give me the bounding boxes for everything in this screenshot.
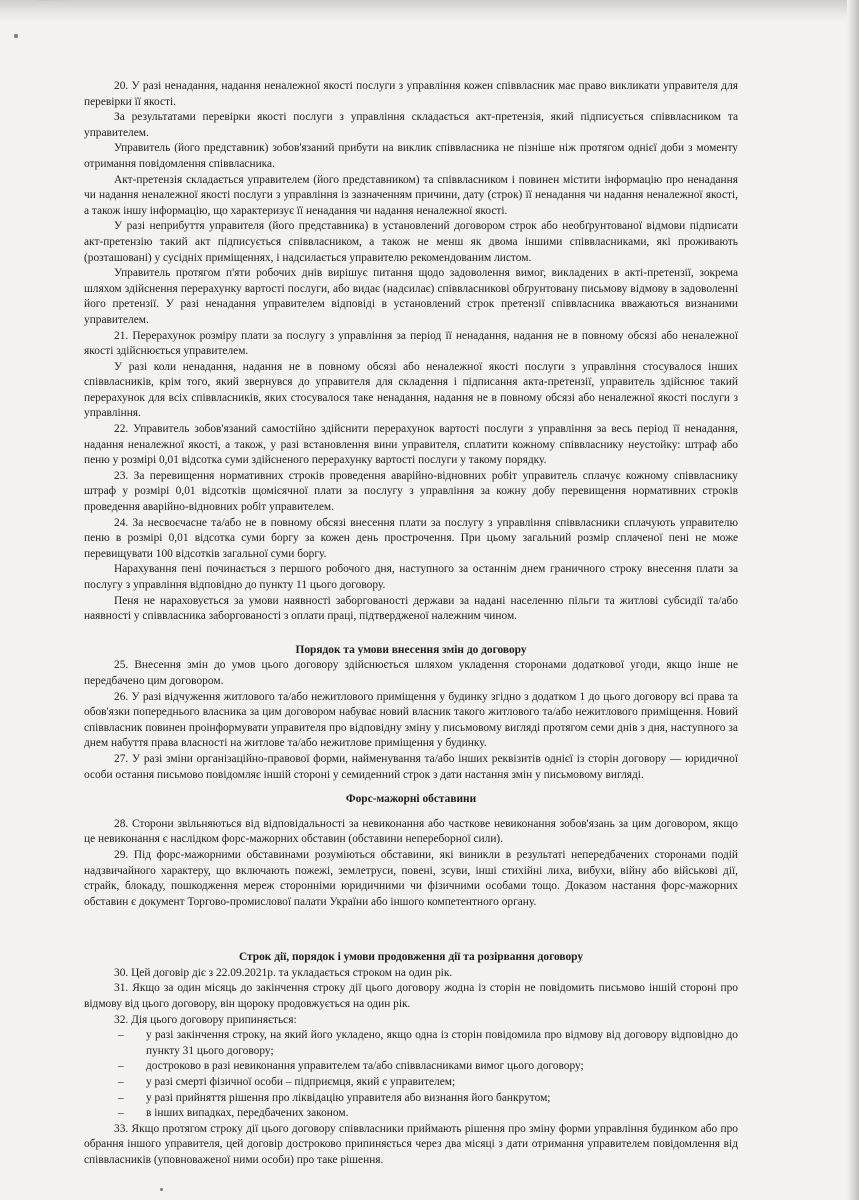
- list-item: – достроково в разі невиконання управителем та/або співвласниками вимог цього договору;: [118, 1059, 738, 1075]
- paragraph-23: 23. За перевищення нормативних строків проведення аварійно-відновних робіт управитель сплачує кожному співвласнику штраф у розмірі 0,01 відсотків щомісячної плати за послугу з управління за кожну добу перевищення нормативних строків проведення аварійно-відновних робіт управителем.: [84, 469, 738, 514]
- termination-list: [84, 1028, 738, 1122]
- paragraph-20: 20. У разі ненадання, надання неналежної якості послуги з управління кожен співвласник має право викликати управителя для перевірки її якості.: [84, 80, 738, 108]
- list-item: – в інших випадках, передбачених законом.: [118, 1106, 738, 1122]
- paragraph: У разі коли ненадання, надання не в повному обсязі або неналежної якості послуги з управління стосувалося інших співвласників, крім того, який звернувся до управителя для складення і підписання акта-претензії, управитель здійснює такий перерахунок для всіх співвласників, яких стосувалося таке ненадання, надання не в повному обсязі або неналежної якості послуги з управління.: [84, 360, 738, 420]
- paragraph-28: 28. Сторони звільняються від відповідальності за невиконання або часткове невиконання зобов'язань за цим договором, якщо це невиконання є наслідком форс-мажорних обставин (обставини непереборної сили).: [84, 817, 738, 846]
- paragraph-32: 32. Дія цього договору припиняється:: [114, 1013, 297, 1026]
- paragraph: Управитель протягом п'яти робочих днів вирішує питання щодо задоволення вимог, викладених в акті-претензії, зокрема шляхом здійснення перерахунку вартості послуги, або видає (надсилає) співвласникові обґрунтовану письмову відмову в задоволенні його претензії. У разі ненадання управителем відповіді в установлений строк претензії співвласника вважаються визнаними управителем.: [84, 267, 738, 326]
- list-item: – у разі закінчення строку, на який його укладено, якщо одна із сторін повідомила про відмову від договору відповідно до пункту 31 цього договору;: [118, 1028, 738, 1059]
- paragraph-25: 25. Внесення змін до умов цього договору здійснюється шляхом укладення сторонами додаткової угоди, якщо інше не передбачено цим договором.: [84, 659, 738, 687]
- section-heading-changes: Порядок та умови внесення змін до договору: [295, 643, 527, 656]
- paragraph: За результатами перевірки якості послуги з управління складається акт-претензія, який підписується співвласником та управителем.: [84, 111, 738, 139]
- paragraph-31: 31. Якщо за один місяць до закінчення строку дії цього договору жодна із сторін не повідомить письмово іншій стороні про відмову від цього договору, він щороку продовжується на один рік.: [84, 982, 738, 1011]
- paragraph-29: 29. Під форс-мажорними обставинами розуміються обставини, які виникли в результаті непередбачених сторонами подій надзвичайного характеру, що включають пожежі, землетруси, повені, зсуви, інші стихійні лиха, вибухи, війну або військові дії, страйк, блокаду, пошкодження мереж сторонніми юридичними чи фізичними особами тощо. Доказом настання форс-мажорних обставин є документ Торгово-промислової палати України або іншого компетентного органу.: [84, 848, 738, 908]
- paragraph-26: 26. У разі відчуження житлового та/або нежитлового приміщення у будинку згідно з додатком 1 до цього договору всі права та обов'язки попереднього власника за цим договором набуває новий власник такого житлового та/або нежитлового приміщення. Новий співвласник повинен проінформувати управителя про відповідну зміну у письмовому вигляді протягом семи днів з дня, наступного за днем набуття права власності на житлове та/або нежитлове приміщення у будинку.: [84, 690, 738, 750]
- list-item: – у разі смерті фізичної особи – підприємця, який є управителем;: [118, 1075, 738, 1091]
- scan-speck: [160, 1188, 163, 1191]
- paragraph-30: 30. Цей договір діє з 22.09.2021р. та укладається строком на один рік.: [114, 966, 453, 979]
- paragraph-21: 21. Перерахунок розміру плати за послугу з управління за період її ненадання, надання не в повному обсязі або неналежної якості здійснюється управителем.: [84, 329, 738, 358]
- section-heading-term: Строк дії, порядок і умови продовження дії та розірвання договору: [238, 951, 584, 964]
- scan-shadow-right: [847, 0, 859, 1200]
- list-item: – у разі прийняття рішення про ліквідацію управителя або визнання його банкрутом;: [118, 1091, 738, 1107]
- paragraph-27: 27. У разі зміни організаційно-правової форми, найменування та/або інших реквізитів однієї із сторін договору — юридичної особи остання письмово повідомляє іншій стороні у семиденний строк з дати настання змін у письмовому вигляді.: [84, 752, 738, 781]
- paragraph-33: 33. Якщо протягом строку дії цього договору співвласники приймають рішення про зміну форми управління будинком або про обрання іншого управителя, цей договір достроково припиняється через два місяці з дати отримання управителем повідомлення від співвласників (уповноваженої ними особи) про таке рішення.: [84, 1122, 738, 1166]
- paragraph: У разі неприбуття управителя (його представника) в установлений договором строк або необґрунтованої відмови підписати акт-претензію такий акт підписується співвласником, а також не менш як двома іншими співвласниками, які проживають (розташовані) у сусідніх приміщеннях, і надсилається управителю рекомендованим листом.: [84, 220, 738, 264]
- paragraph: Акт-претензія складається управителем (його представником) та співвласником і повинен містити інформацію про ненадання чи надання неналежної якості послуги з управління із зазначенням причини, дату (строк) її ненадання чи надання неналежної якості, а також іншу інформацію, що характеризує її ненадання чи надання неналежної якості.: [84, 173, 738, 217]
- paragraph: Пеня не нараховується за умови наявності заборгованості держави за надані населенню пільги та житлові субсидії та/або наявності у співвласника заборгованості з оплати праці, підтвердженої належним чином.: [84, 594, 738, 623]
- scan-speck: [14, 34, 18, 38]
- paragraph: Управитель (його представник) зобов'язаний прибути на виклик співвласника не пізніше ніж протягом однієї доби з моменту отримання повідомлення співвласника.: [84, 142, 738, 170]
- paragraph-24: 24. За несвоєчасне та/або не в повному обсязі внесення плати за послугу з управління співвласники сплачують управителю пеню в розмірі 0,01 відсотка суми боргу за кожен день прострочення. При цьому загальний розмір сплаченої пені не може перевищувати 100 відсотків загальної суми боргу.: [84, 516, 738, 560]
- paragraph-22: 22. Управитель зобов'язаний самостійно здійснити перерахунок вартості послуги з управління за весь період її ненадання, надання неналежної якості, а також, у разі встановлення вини управителя, сплатити кожному співвласнику неустойку: штраф або пеню у розмірі 0,01 відсотка суми здійсненого перерахунку вартості послуги у такому порядку.: [84, 423, 738, 467]
- document-body: [84, 79, 738, 1169]
- paper-fold-line: [38, 0, 840, 81]
- paragraph: Нарахування пені починається з першого робочого дня, наступного за останнім днем граничного строку внесення плати за послугу з управління відповідно до пункту 11 цього договору.: [84, 563, 738, 591]
- section-heading-force-majeure: Форс-мажорні обставини: [345, 793, 477, 806]
